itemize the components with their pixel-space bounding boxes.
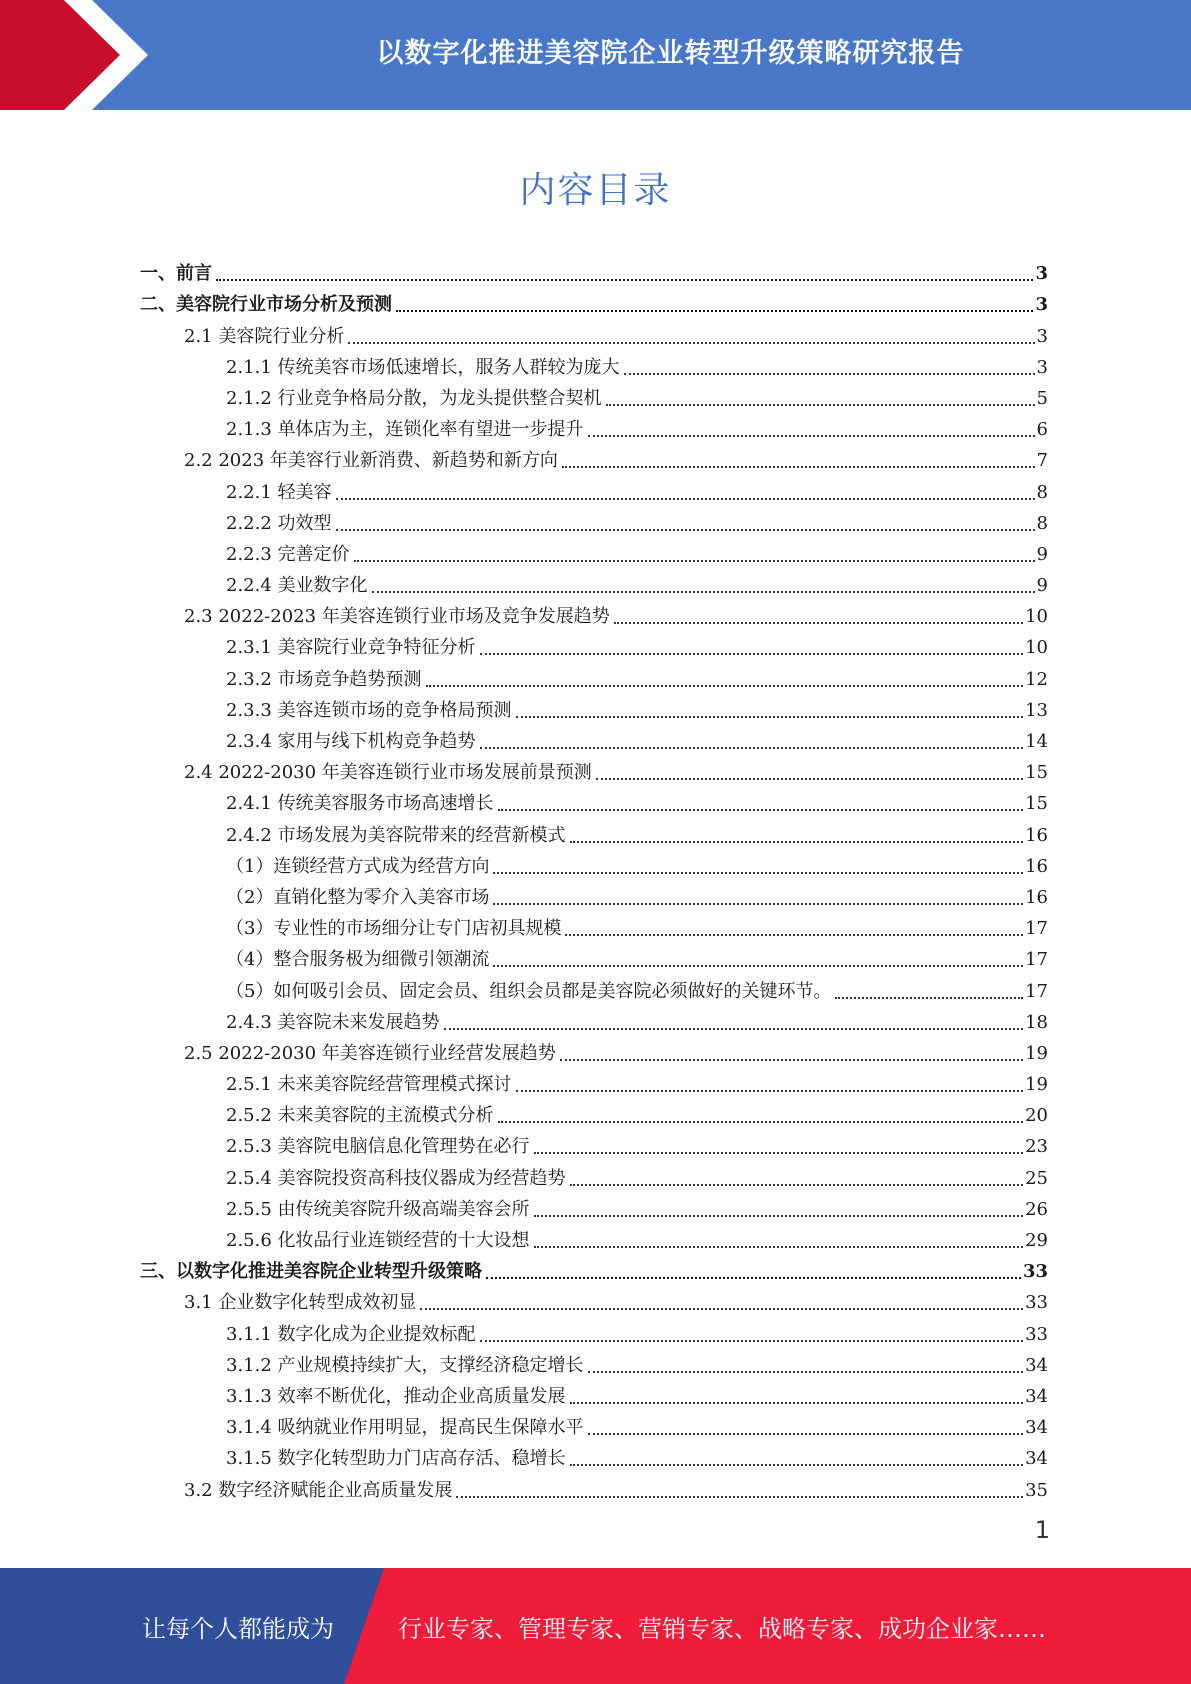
toc-entry-page: 33 [1022,1261,1048,1283]
toc-entry-label: 3.1.3 效率不断优化，推动企业高质量发展 [226,1385,566,1407]
toc-entry[interactable] [140,1377,1048,1408]
toc-entry[interactable] [140,1127,1048,1158]
toc-dot-leader [493,964,1023,967]
toc-entry-page: 8 [1036,481,1048,503]
toc-entry-label: （5）如何吸引会员、固定会员、组织会员都是美容院必须做好的关键环节。 [226,980,832,1002]
toc-entry-label: （4）整合服务极为细微引领潮流 [226,949,490,971]
page-footer [0,1568,1191,1684]
toc-entry-page: 5 [1036,387,1048,409]
toc-entry-page: 33 [1025,1292,1048,1314]
toc-dot-leader [588,434,1035,437]
toc-entry-label: 2.3 2022-2023 年美容连锁行业市场及竞争发展趋势 [184,606,610,628]
toc-entry[interactable] [140,847,1048,878]
toc-entry-page: 3 [1035,263,1048,285]
toc-entry-label: 2.5.3 美容院电脑信息化管理势在必行 [226,1136,530,1158]
toc-dot-leader [562,465,1035,468]
toc-dot-leader [570,840,1024,843]
toc-entry[interactable] [140,971,1048,1002]
toc-dot-leader [614,621,1023,624]
toc-entry-label: 2.1.1 传统美容市场低速增长，服务人群较为庞大 [226,356,620,378]
toc-dot-leader [498,1120,1024,1123]
toc-entry-page: 14 [1025,731,1048,752]
toc-entry-label: 3.2 数字经济赋能企业高质量发展 [184,1479,453,1501]
toc-entry[interactable] [140,1252,1048,1283]
toc-entry[interactable] [140,815,1048,846]
toc-dot-leader [596,777,1023,780]
toc-entry-label: 一、前言 [140,263,212,285]
toc-dot-leader [216,278,1033,281]
toc-dot-leader [486,1276,1021,1279]
toc-dot-leader [498,808,1024,811]
toc-dot-leader [444,1027,1024,1030]
toc-dot-leader [426,684,1024,687]
header-arrow-icon [0,0,150,110]
toc-entry-label: 2.4.3 美容院未来发展趋势 [226,1011,440,1033]
toc-dot-leader [480,746,1024,749]
toc-entry[interactable] [140,472,1048,503]
toc-entry-page: 8 [1036,512,1048,534]
toc-entry[interactable] [140,379,1048,410]
toc-entry[interactable] [140,1408,1048,1439]
toc-entry[interactable] [140,1221,1048,1252]
toc-entry[interactable] [140,566,1048,597]
toc-entry-label: （1）连锁经营方式成为经营方向 [226,855,490,877]
toc-dot-leader [565,933,1023,936]
toc-entry-label: 2.2.2 功效型 [226,512,332,534]
toc-entry-page: 18 [1025,1011,1048,1033]
toc-entry[interactable] [140,628,1048,659]
toc-entry-page: 34 [1025,1385,1048,1407]
toc-entry-label: 2.4 2022-2030 年美容连锁行业市场发展前景预测 [184,762,592,784]
toc-entry-page: 29 [1025,1230,1048,1251]
toc-dot-leader [534,1151,1024,1154]
toc-entry-label: 2.2.4 美业数字化 [226,575,368,597]
page-number: 1 [1034,1516,1050,1544]
toc-entry-label: 3.1.2 产业规模持续扩大，支撑经济稳定增长 [226,1354,584,1376]
toc-dot-leader [493,902,1023,905]
toc-entry-page: 17 [1025,918,1048,940]
toc-entry-page: 7 [1036,450,1048,472]
toc-entry-label: 2.3.3 美容连锁市场的竞争格局预测 [226,699,512,721]
toc-entry-label: 2.2 2023 年美容行业新消费、新趋势和新方向 [184,450,558,472]
toc-entry-label: （3）专业性的市场细分让专门店初具规模 [226,918,562,940]
toc-entry-label: 3.1.4 吸纳就业作用明显，提高民生保障水平 [226,1417,584,1439]
toc-entry[interactable] [140,1065,1048,1096]
toc-entry[interactable] [140,1314,1048,1345]
toc-entry[interactable] [140,691,1048,722]
toc-entry-label: 2.3.1 美容院行业竞争特征分析 [226,637,476,659]
toc-entry-label: 三、以数字化推进美容院企业转型升级策略 [140,1261,482,1283]
toc-dot-leader [354,559,1035,562]
toc-dot-leader [606,403,1035,406]
toc-entry-label: 2.5.2 未来美容院的主流模式分析 [226,1105,494,1127]
toc-dot-leader [480,1339,1024,1342]
toc-dot-leader [372,590,1035,593]
toc-entry[interactable] [140,1034,1048,1065]
toc-entry-page: 33 [1025,1323,1048,1345]
toc-dot-leader [480,652,1024,655]
toc-dot-leader [348,341,1034,344]
toc-entry-page: 6 [1036,419,1048,441]
toc-dot-leader [516,1089,1024,1092]
toc-entry[interactable] [140,1003,1048,1034]
toc-entry[interactable] [140,1346,1048,1377]
toc-dot-leader [570,1401,1024,1404]
toc-entry[interactable] [140,1158,1048,1189]
toc-dot-leader [570,1463,1024,1466]
toc-entry[interactable] [140,784,1048,815]
toc-entry-label: 二、美容院行业市场分析及预测 [140,294,392,316]
report-title: 以数字化推进美容院企业转型升级策略研究报告 [376,37,965,69]
toc-entry-page: 19 [1025,1074,1048,1096]
toc-entry-page: 26 [1025,1198,1048,1220]
toc-entry-page: 15 [1025,762,1048,784]
toc-entry-page: 34 [1025,1417,1048,1439]
toc-dot-leader [624,372,1035,375]
toc-entry[interactable] [140,1190,1048,1221]
toc-entry[interactable] [140,316,1048,347]
toc-entry-page: 35 [1025,1479,1048,1501]
toc-entry-page: 23 [1025,1136,1048,1158]
toc-dot-leader [456,1495,1023,1498]
toc-dot-leader [336,497,1035,500]
toc-dot-leader [336,528,1035,531]
toc-dot-leader [588,1432,1024,1435]
toc-entry-page: 17 [1025,980,1048,1002]
toc-dot-leader [534,1214,1024,1217]
toc-dot-leader [534,1245,1024,1248]
toc-heading: 内容目录 [519,170,672,211]
toc-entry[interactable] [140,254,1048,285]
toc-entry[interactable] [140,1096,1048,1127]
toc-entry-label: 2.1.3 单体店为主，连锁化率有望进一步提升 [226,419,584,441]
toc-dot-leader [396,309,1033,312]
toc-entry[interactable] [140,535,1048,566]
toc-entry-page: 3 [1036,356,1048,378]
toc-entry-page: 34 [1025,1448,1048,1470]
toc-dot-leader [493,871,1023,874]
toc-entry-page: 16 [1025,824,1048,846]
toc-entry-page: 16 [1025,886,1048,908]
toc-entry-page: 16 [1025,855,1048,877]
toc-dot-leader [516,715,1024,718]
toc-entry-page: 10 [1025,637,1048,659]
toc-entry[interactable] [140,348,1048,379]
toc-entry[interactable] [140,659,1048,690]
toc-entry[interactable] [140,722,1048,753]
toc-entry-page: 20 [1025,1105,1048,1127]
toc-entry[interactable] [140,1470,1048,1501]
toc-entry-page: 13 [1025,699,1048,721]
footer-slogan-right: 行业专家、管理专家、营销专家、战略专家、成功企业家…… [398,1614,1046,1643]
footer-slogan-left: 让每个人都能成为 [142,1614,334,1643]
toc-entry-page: 12 [1025,668,1048,690]
toc-entry-label: 2.5.5 由传统美容院升级高端美容会所 [226,1198,530,1220]
toc-entry-page: 15 [1025,793,1048,815]
toc-entry-label: 2.2.3 完善定价 [226,543,350,565]
toc-entry-label: （2）直销化整为零介入美容市场 [226,886,490,908]
toc-entry[interactable] [140,909,1048,940]
toc-entry-page: 3 [1035,294,1048,316]
toc-entry[interactable] [140,940,1048,971]
toc-entry-page: 19 [1025,1042,1048,1064]
page-header [0,0,1191,110]
toc-entry-page: 25 [1025,1167,1048,1189]
toc-entry-label: 2.2.1 轻美容 [226,481,332,503]
toc-entry[interactable] [140,753,1048,784]
toc-entry-label: 2.5.6 化妆品行业连锁经营的十大设想 [226,1230,530,1251]
toc-entry-label: 2.1 美容院行业分析 [184,325,345,347]
toc-entry-label: 3.1 企业数字化转型成效初显 [184,1292,417,1314]
toc-entry-page: 10 [1025,606,1048,628]
toc-entry-label: 2.3.2 市场竞争趋势预测 [226,668,422,690]
toc-entry[interactable] [140,878,1048,909]
toc-entry-label: 2.1.2 行业竞争格局分散，为龙头提供整合契机 [226,387,602,409]
toc-entry-label: 2.4.2 市场发展为美容院带来的经营新模式 [226,824,566,846]
toc-entry-label: 2.4.1 传统美容服务市场高速增长 [226,793,494,815]
toc-entry[interactable] [140,410,1048,441]
toc-entry-page: 17 [1025,949,1048,971]
toc-entry-label: 2.5 2022-2030 年美容连锁行业经营发展趋势 [184,1042,556,1064]
toc-entry[interactable] [140,1439,1048,1470]
toc-entry-label: 2.5.4 美容院投资高科技仪器成为经营趋势 [226,1167,566,1189]
toc-entry-label: 2.5.1 未来美容院经营管理模式探讨 [226,1074,512,1096]
toc-entry-page: 9 [1036,575,1048,597]
toc-dot-leader [570,1183,1024,1186]
toc-entry-page: 9 [1036,543,1048,565]
toc-dot-leader [588,1370,1024,1373]
toc-entry-label: 3.1.5 数字化转型助力门店高存活、稳增长 [226,1448,566,1470]
toc-dot-leader [835,996,1023,999]
toc-entry[interactable] [140,597,1048,628]
toc-dot-leader [560,1058,1023,1061]
toc-entry-label: 3.1.1 数字化成为企业提效标配 [226,1323,476,1345]
toc-entry[interactable] [140,1283,1048,1314]
toc-entry[interactable] [140,504,1048,535]
toc-entry-label: 2.3.4 家用与线下机构竞争趋势 [226,731,476,752]
toc-entry[interactable] [140,441,1048,472]
toc-entry-page: 34 [1025,1354,1048,1376]
toc-entry-page: 3 [1036,325,1048,347]
table-of-contents [140,254,1048,1502]
toc-dot-leader [420,1307,1023,1310]
toc-entry[interactable] [140,285,1048,316]
